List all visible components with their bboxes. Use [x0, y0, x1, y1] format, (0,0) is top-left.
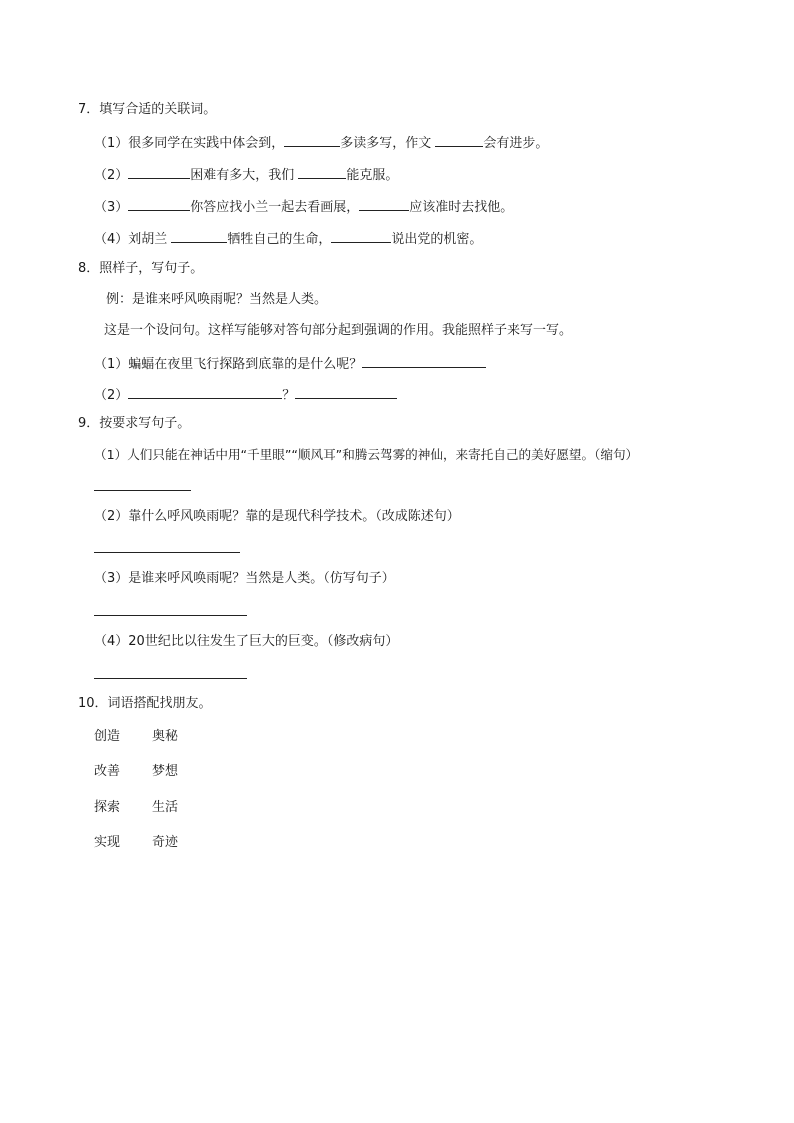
q7-item-4 [94, 229, 482, 249]
q7-item-1-blank-1[interactable] [284, 133, 340, 147]
q9-item-2: （2）靠什么呼风唤雨呢？靠的是现代科学技术。（改成陈述句） [94, 509, 460, 524]
q8-item-2 [94, 385, 397, 405]
q7-item-2-text-c: 能克服。 [346, 168, 399, 183]
q7-item-4-blank-1[interactable] [171, 229, 227, 243]
q7-item-4-blank-2[interactable] [331, 229, 391, 243]
q10-right-word: 生活 [152, 800, 179, 815]
q7-item-3-text-a: （3） [94, 200, 129, 215]
q8-item-2-answer-blank[interactable] [295, 385, 397, 399]
q8-item-1-text: （1）蝙蝠在夜里飞行探路到底靠的是什么呢？ [94, 357, 363, 372]
q7-item-4-text-b: 牺牲自己的生命， [227, 232, 332, 247]
q10-left-word: 实现 [94, 835, 121, 850]
q9-item-4-answer-line[interactable] [94, 678, 247, 679]
q9-item-1-answer-line[interactable] [94, 490, 191, 491]
q9-item-2-answer-line[interactable] [94, 552, 240, 553]
q9-item-1: （1）人们只能在神话中用“千里眼”“顺风耳”和腾云驾雾的神仙，来寄托自己的美好愿望。（缩句） [94, 447, 639, 462]
q7-item-1-text-b: 多读多写，作文 [340, 136, 436, 151]
q10-right-word: 梦想 [152, 764, 179, 779]
q8-example: 例：是谁来呼风唤雨呢？当然是人类。 [106, 292, 328, 307]
q7-item-4-text-c: 说出党的机密。 [391, 232, 483, 247]
q8-title: 8．照样子，写句子。 [78, 261, 204, 276]
q9-item-3-answer-line[interactable] [94, 615, 247, 616]
q7-item-2 [94, 165, 398, 185]
q8-item-2-question-blank[interactable] [128, 385, 282, 399]
q10-right-word: 奥秘 [152, 729, 179, 744]
q7-item-3-blank-1[interactable] [128, 197, 190, 211]
q10-right-word: 奇迹 [152, 835, 179, 850]
q7-item-2-blank-2[interactable] [298, 165, 346, 179]
q7-title: 7．填写合适的关联词。 [78, 102, 217, 117]
q7-item-1 [94, 133, 548, 153]
q9-title: 9．按要求写句子。 [78, 416, 191, 431]
q7-item-3-text-b: 你答应找小兰一起去看画展， [190, 200, 360, 215]
q10-left-word: 探索 [94, 800, 121, 815]
q7-item-4-text-a: （4）刘胡兰 [94, 232, 172, 247]
q7-item-1-text-c: 会有进步。 [483, 136, 549, 151]
q7-item-2-blank-1[interactable] [128, 165, 190, 179]
q9-item-4: （4）20世纪比以往发生了巨大的巨变。（修改病句） [94, 634, 399, 649]
q7-item-3-blank-2[interactable] [359, 197, 409, 211]
q7-item-3-text-c: 应该准时去找他。 [409, 200, 514, 215]
q8-item-1-answer-blank[interactable] [362, 354, 486, 368]
q10-title: 10．词语搭配找朋友。 [78, 696, 212, 711]
q7-item-2-text-b: 困难有多大，我们 [190, 168, 299, 183]
q8-note: 这是一个设问句。这样写能够对答句部分起到强调的作用。我能照样子来写一写。 [104, 323, 573, 338]
q10-left-word: 创造 [94, 729, 121, 744]
q7-item-1-text-a: （1）很多同学在实践中体会到， [94, 136, 285, 151]
q10-left-word: 改善 [94, 764, 121, 779]
q7-item-2-text-a: （2） [94, 168, 129, 183]
q8-item-1 [94, 354, 486, 374]
q9-item-3: （3）是谁来呼风唤雨呢？当然是人类。（仿写句子） [94, 571, 395, 586]
q7-item-1-blank-2[interactable] [435, 133, 483, 147]
q7-item-3 [94, 197, 513, 217]
q8-item-2-question-mark: ？ [282, 388, 296, 403]
q8-item-2-label: （2） [94, 388, 129, 403]
